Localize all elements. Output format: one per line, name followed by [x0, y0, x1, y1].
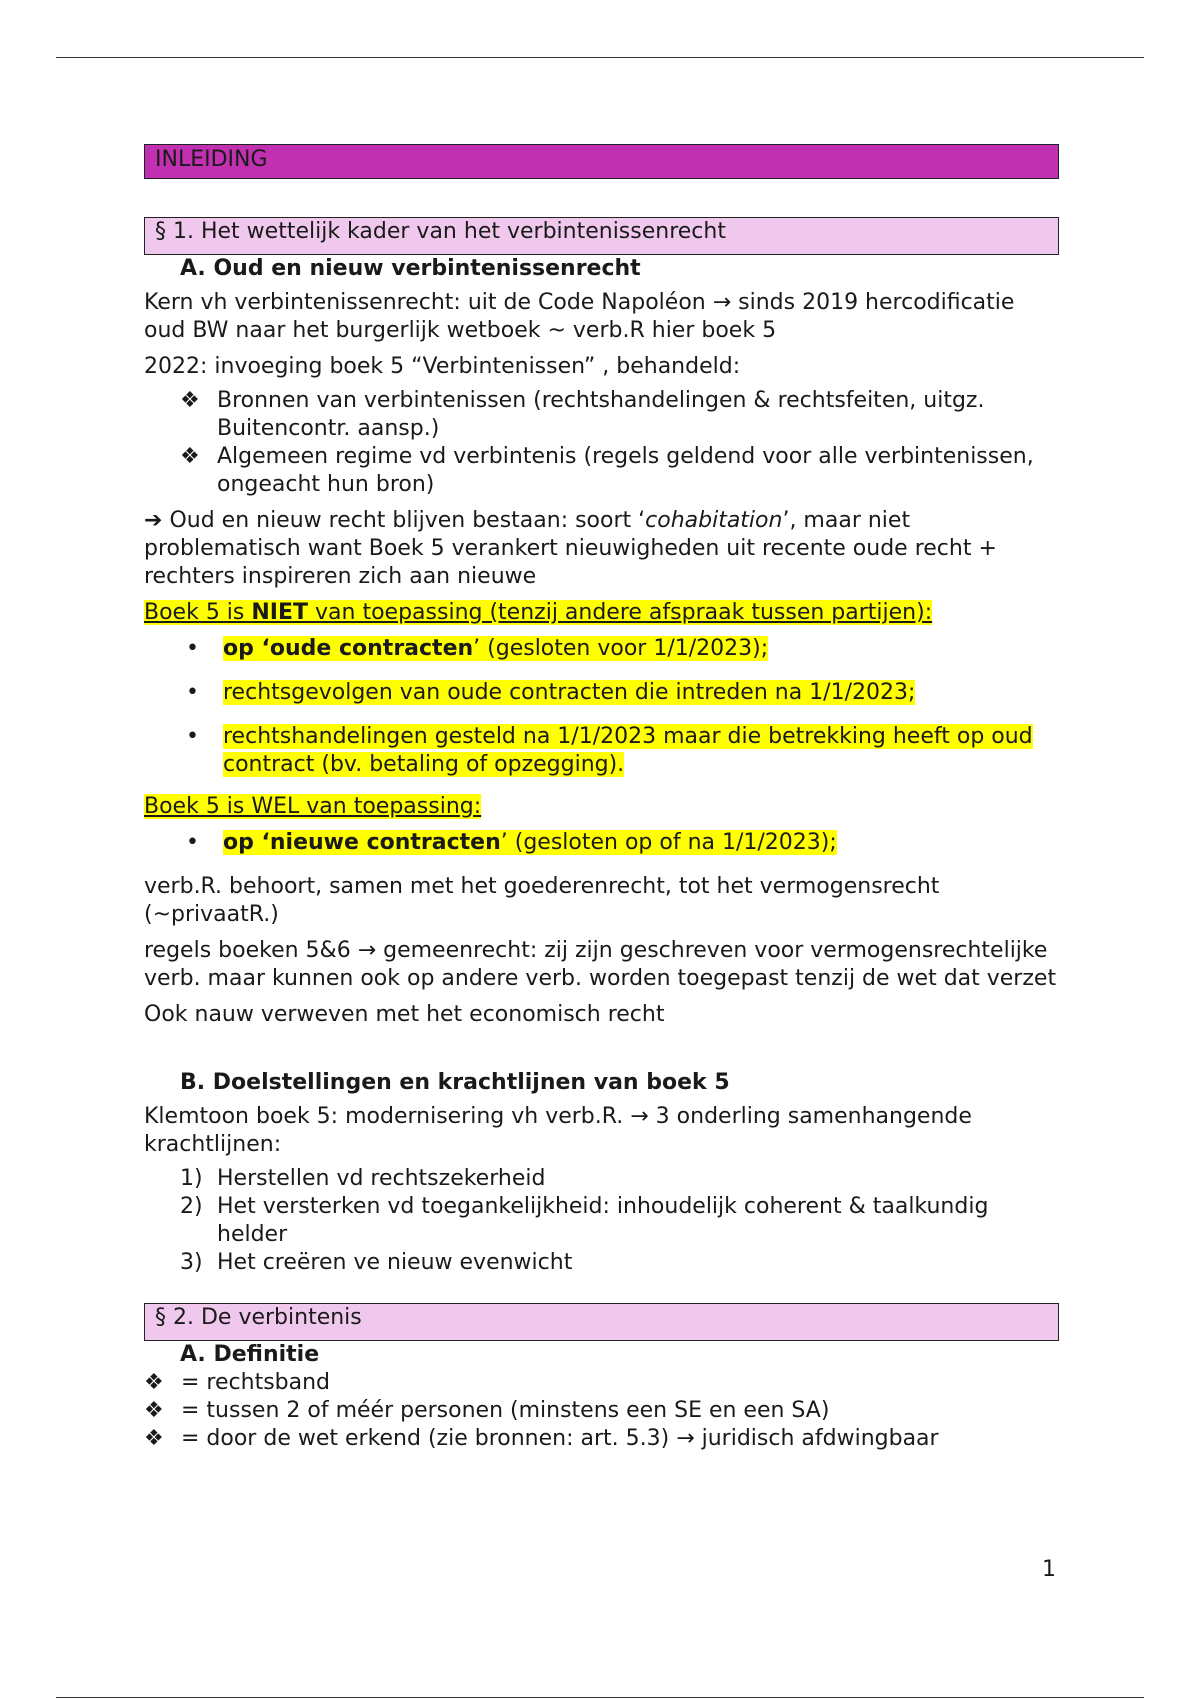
page-number: 1: [1042, 1557, 1056, 1582]
list-item: • op ‘oude contracten’ (gesloten voor 1/1/2023);: [186, 636, 769, 661]
paragraph-kern: Kern vh verbintenissenrecht: uit de Code Napoléon → sinds 2019 hercodificatie oud BW naar het burgerlijk wetboek ~ verb.R hier boek 5: [144, 290, 1015, 343]
bullet-icon: •: [186, 724, 199, 749]
diamond-bullet-icon: ❖: [144, 1426, 164, 1451]
list-item: ❖ Bronnen van verbintenissen (rechtshandelingen & rechtsfeiten, uitgz. Buitencontr. aansp.): [180, 388, 985, 441]
list-item: 2) Het versterken vd toegankelijkheid: inhoudelijk coherent & taalkundig helder: [180, 1194, 989, 1247]
niet-toepassing-list: [144, 635, 1059, 779]
diamond-bullet-icon: ❖: [180, 444, 200, 469]
subheading-a-oud-nieuw: A. Oud en nieuw verbintenissenrecht: [180, 256, 641, 281]
main-section-heading: INLEIDING: [144, 144, 1059, 179]
list-item: ❖ = tussen 2 of méér personen (minstens een SE en een SA): [144, 1398, 830, 1423]
subheading-a-definitie: A. Definitie: [180, 1342, 320, 1367]
footer-rule: [56, 1697, 1144, 1698]
list-item: ❖ = door de wet erkend (zie bronnen: art. 5.3) → juridisch afdwingbaar: [144, 1426, 939, 1451]
wel-van-toepassing-heading: Boek 5 is WEL van toepassing:: [144, 794, 482, 819]
subheading-b-doelstellingen: B. Doelstellingen en krachtlijnen van boek 5: [180, 1070, 730, 1095]
diamond-bullet-icon: ❖: [144, 1398, 164, 1423]
section-2-heading: § 2. De verbintenis: [144, 1303, 1059, 1341]
list-item: ❖ Algemeen regime vd verbintenis (regels geldend voor alle verbintenissen, ongeacht hun bron): [180, 444, 1034, 497]
paragraph-gemeenrecht: regels boeken 5&6 → gemeenrecht: zij zijn geschreven voor vermogensrechtelijke verb. maar kunnen ook op andere verb. worden toegepast tenzij de wet dat verzet: [144, 938, 1057, 991]
paragraph-cohabitation: ➔ Oud en nieuw recht blijven bestaan: soort ‘cohabitation’, maar niet problematisch want Boek 5 verankert nieuwigheden uit recente oude recht + rechters inspireren zich aan nieuwe: [144, 508, 997, 589]
bullet-icon: •: [186, 830, 199, 855]
document-body: [144, 144, 1059, 1453]
list-item: • rechtsgevolgen van oude contracten die intreden na 1/1/2023;: [186, 680, 916, 705]
numbered-list-krachtlijnen: [144, 1165, 1059, 1277]
paragraph-vermogensrecht: verb.R. behoort, samen met het goederenrecht, tot het vermogensrecht (~privaatR.): [144, 874, 940, 927]
arrow-right-icon: ➔: [144, 508, 163, 533]
list-item: ❖ = rechtsband: [144, 1370, 331, 1395]
header-rule: [56, 57, 1144, 58]
definitie-list: [144, 1369, 1059, 1453]
paragraph-invoeging: 2022: invoeging boek 5 “Verbintenissen” , behandeld:: [144, 354, 741, 379]
bullet-icon: •: [186, 636, 199, 661]
bullet-icon: •: [186, 680, 199, 705]
list-item: 3) Het creëren ve nieuw evenwicht: [180, 1250, 573, 1275]
diamond-bullet-icon: ❖: [144, 1370, 164, 1395]
section-1-heading: § 1. Het wettelijk kader van het verbintenissenrecht: [144, 217, 1059, 255]
list-item: 1) Herstellen vd rechtszekerheid: [180, 1166, 546, 1191]
wel-toepassing-list: [144, 829, 1059, 857]
diamond-list-boek5: [144, 387, 1059, 499]
niet-van-toepassing-heading: Boek 5 is NIET van toepassing (tenzij andere afspraak tussen partijen):: [144, 600, 933, 625]
paragraph-economisch-recht: Ook nauw verweven met het economisch recht: [144, 1002, 665, 1027]
list-item: • rechtshandelingen gesteld na 1/1/2023 maar die betrekking heeft op oud contract (bv. betaling of opzegging).: [186, 724, 1033, 777]
diamond-bullet-icon: ❖: [180, 388, 200, 413]
list-item: • op ‘nieuwe contracten’ (gesloten op of na 1/1/2023);: [186, 830, 837, 855]
paragraph-klemtoon: Klemtoon boek 5: modernisering vh verb.R. → 3 onderling samenhangende krachtlijnen:: [144, 1104, 972, 1157]
